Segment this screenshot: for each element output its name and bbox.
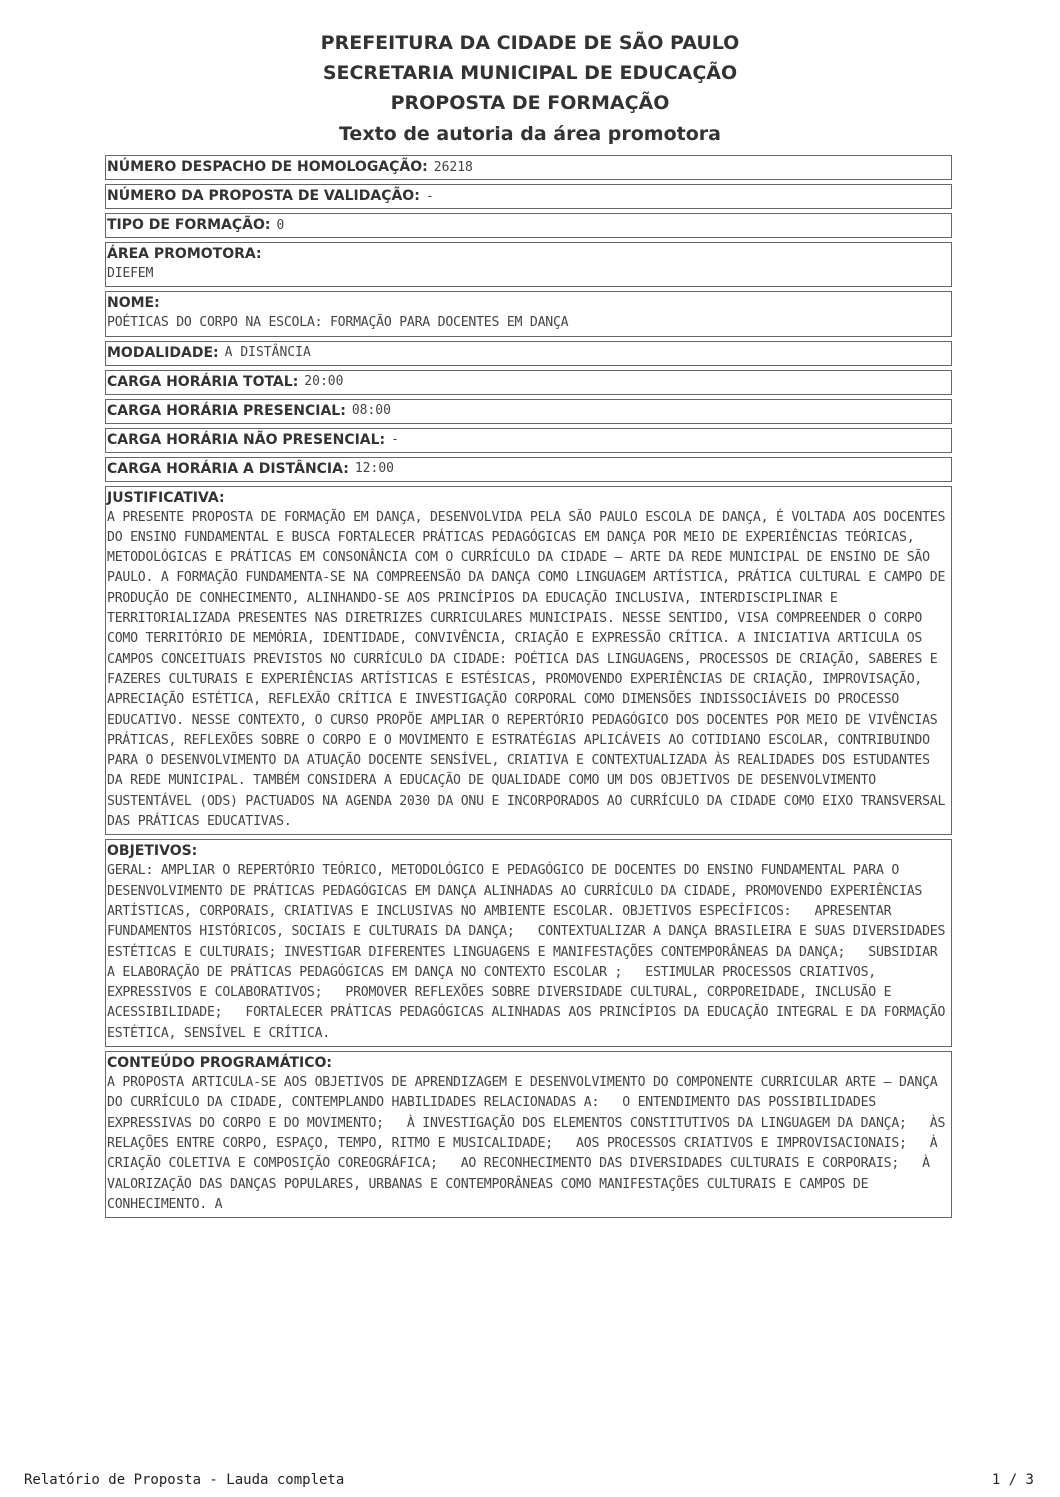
field-carga-presencial [105,399,952,424]
field-label: OBJETIVOS: [107,843,198,860]
footer-report-title: Relatório de Proposta - Lauda completa [24,1472,345,1488]
field-objetivos [105,839,952,1047]
field-label: JUSTIFICATIVA: [107,489,225,506]
field-value: A PRESENTE PROPOSTA DE FORMAÇÃO EM DANÇA, DESENVOLVIDA PELA SÃO PAULO ESCOLA DE DANÇA, É VOLTADA AOS DOCENTES DO ENSINO FUNDAMENTAL E BUSCA FORTALECER PRÁTICAS PEDAGÓGICAS EM DANÇA POR MEIO DE EXPERIÊNCIAS TEÓRICAS, METODOLÓGICAS E PRÁTICAS EM CONSONÂNCIA COM O CURRÍCULO DA CIDADE — ARTE DA REDE MUNICIPAL DE ENSINO DE SÃO PAULO. A FORMAÇÃO FUNDAMENTA-SE NA COMPREENSÃO DA DANÇA COMO LINGUAGEM ARTÍSTICA, PRÁTICA CULTURAL E CAMPO DE PRODUÇÃO DE CONHECIMENTO, ALINHANDO-SE AOS PRINCÍPIOS DA EDUCAÇÃO INCLUSIVA, INTERDISCIPLINAR E TERRITORIALIZADA PRESENTES NAS DIRETRIZES CURRICULARES MUNICIPAIS. NESSE SENTIDO, VISA COMPREENDER O CORPO COMO TERRITÓRIO DE MEMÓRIA, IDENTIDADE, CONVIVÊNCIA, CRIAÇÃO E EXPRESSÃO CRÍTICA. A INICIATIVA ARTICULA OS CAMPOS CONCEITUAIS PREVISTOS NO CURRÍCULO DA CIDADE: POÉTICA DAS LINGUAGENS, PROCESSOS DE CRIAÇÃO, SABERES E FAZERES CULTURAIS E EXPERIÊNCIAS ARTÍSTICAS E ESTÉSICAS, PROMOVENDO EXPERIÊNCIAS DE CRIAÇÃO, IMPROVISAÇÃO, APRECIAÇÃO ESTÉTICA, REFLEXÃO CRÍTICA E INVESTIGAÇÃO CORPORAL COMO DIMENSÕES INDISSOCIÁVEIS DO PROCESSO EDUCATIVO. NESSE CONTEXTO, O CURSO PROPÕE AMPLIAR O REPERTÓRIO PEDAGÓGICO DOS DOCENTES POR MEIO DE VIVÊNCIAS PRÁTICAS, REFLEXÕES SOBRE O CORPO E O MOVIMENTO E ESTRATÉGIAS APLICÁVEIS AO COTIDIANO ESCOLAR, CONTRIBUINDO PARA O DESENVOLVIMENTO DA ATUAÇÃO DOCENTE SENSÍVEL, CRIATIVA E CONTEXTUALIZADA ÀS REALIDADES DOS ESTUDANTES DA REDE MUNICIPAL. TAMBÉM CONSIDERA A EDUCAÇÃO DE QUALIDADE COMO UM DOS OBJETIVOS DE DESENVOLVIMENTO SUSTENTÁVEL (ODS) PACTUADOS NA AGENDA 2030 DA ONU E INCORPORADOS AO CURRÍCULO DA CIDADE COMO EIXO TRANSVERSAL DAS PRÁTICAS EDUCATIVAS. [107,509,953,830]
field-carga-nao-presencial [105,428,952,453]
field-label: MODALIDADE: [107,344,219,361]
field-value: GERAL: AMPLIAR O REPERTÓRIO TEÓRICO, METODOLÓGICO E PEDAGÓGICO DE DOCENTES DO ENSINO FUNDAMENTAL PARA O DESENVOLVIMENTO DE PRÁTICAS PEDAGÓGICAS EM DANÇA ALINHADAS AO CURRÍCULO DA CIDADE, PROMOVENDO EXPERIÊNCIAS ARTÍSTICAS, CORPORAIS, CRIATIVAS E INCLUSIVAS NO AMBIENTE ESCOLAR. OBJETIVOS ESPECÍFICOS: APRESENTAR FUNDAMENTOS HISTÓRICOS, SOCIAIS E CULTURAIS DA DANÇA; CONTEXTUALIZAR A DANÇA BRASILEIRA E SUAS DIVERSIDADES ESTÉTICAS E CULTURAIS; INVESTIGAR DIFERENTES LINGUAGENS E MANIFESTAÇÕES CONTEMPORÂNEAS DA DANÇA; SUBSIDIAR A ELABORAÇÃO DE PRÁTICAS PEDAGÓGICAS EM DANÇA NO CONTEXTO ESCOLAR ; ESTIMULAR PROCESSOS CRIATIVOS, EXPRESSIVOS E COLABORATIVOS; PROMOVER REFLEXÕES SOBRE DIVERSIDADE CULTURAL, CORPOREIDADE, INCLUSÃO E ACESSIBILIDADE; FORTALECER PRÁTICAS PEDAGÓGICAS ALINHADAS AOS PRINCÍPIOS DA EDUCAÇÃO INTEGRAL E DA FORMAÇÃO ESTÉTICA, SENSÍVEL E CRÍTICA. [107,863,953,1041]
field-label: TIPO DE FORMAÇÃO: [107,217,271,233]
page-footer [24,1472,1034,1488]
field-value: 12:00 [354,461,394,477]
header-prefeitura: PREFEITURA DA CIDADE DE SÃO PAULO [320,32,740,54]
field-label: CARGA HORÁRIA NÃO PRESENCIAL: [107,431,386,448]
field-label: CARGA HORÁRIA TOTAL: [107,373,299,390]
field-carga-total [105,370,952,395]
field-nome [105,291,952,336]
form-fields [105,155,952,1222]
field-value: 20:00 [304,374,344,390]
field-label: NOME: [107,295,160,312]
field-despacho [105,155,952,180]
page-number: 1 / 3 [991,1472,1034,1488]
field-value: - [425,188,434,204]
field-value: A PROPOSTA ARTICULA-SE AOS OBJETIVOS DE APRENDIZAGEM E DESENVOLVIMENTO DO COMPONENTE CURRICULAR ARTE — DANÇA DO CURRÍCULO DA CIDADE, CONTEMPLANDO HABILIDADES RELACIONADAS A: O ENTENDIMENTO DAS POSSIBILIDADES EXPRESSIVAS DO CORPO E DO MOVIMENTO; À INVESTIGAÇÃO DOS ELEMENTOS CONSTITUTIVOS DA LINGUAGEM DA DANÇA; ÀS RELAÇÕES ENTRE CORPO, ESPAÇO, TEMPO, RITMO E MUSICALIDADE; AOS PROCESSOS CRIATIVOS E IMPROVISACIONAIS; À CRIAÇÃO COLETIVA E COMPOSIÇÃO COREOGRÁFICA; AO RECONHECIMENTO DAS DIVERSIDADES CULTURAIS E CORPORAIS; À VALORIZAÇÃO DAS DANÇAS POPULARES, URBANAS E CONTEMPORÂNEAS COMO MANIFESTAÇÕES CULTURAIS E CAMPOS DE CONHECIMENTO. A [107,1075,953,1212]
document-header [0,28,1060,150]
field-value: 0 [276,217,285,233]
field-carga-distancia [105,457,952,482]
field-conteudo-programatico [105,1051,952,1218]
field-value: DIEFEM [107,266,154,281]
field-modalidade [105,341,952,366]
field-value: - [391,432,399,448]
field-value: 08:00 [351,403,391,419]
field-validacao [105,184,952,209]
field-value: A DISTÂNCIA [224,345,311,361]
field-area-promotora [105,242,952,287]
field-label: CARGA HORÁRIA A DISTÂNCIA: [107,460,349,477]
field-justificativa [105,486,952,836]
field-label: NÚMERO DESPACHO DE HOMOLOGAÇÃO: [107,159,428,175]
header-secretaria: SECRETARIA MUNICIPAL DE EDUCAÇÃO [322,62,738,84]
field-label: CARGA HORÁRIA PRESENCIAL: [107,402,346,419]
header-proposta: PROPOSTA DE FORMAÇÃO [390,92,670,114]
field-label: CONTEÚDO PROGRAMÁTICO: [107,1055,333,1072]
field-label: ÁREA PROMOTORA: [107,246,262,262]
field-value: POÉTICAS DO CORPO NA ESCOLA: FORMAÇÃO PARA DOCENTES EM DANÇA [107,315,569,331]
field-label: NÚMERO DA PROPOSTA DE VALIDAÇÃO: [107,188,420,204]
header-subtitle: Texto de autoria da área promotora [339,123,721,145]
field-tipo [105,213,952,238]
field-value: 26218 [433,159,473,175]
